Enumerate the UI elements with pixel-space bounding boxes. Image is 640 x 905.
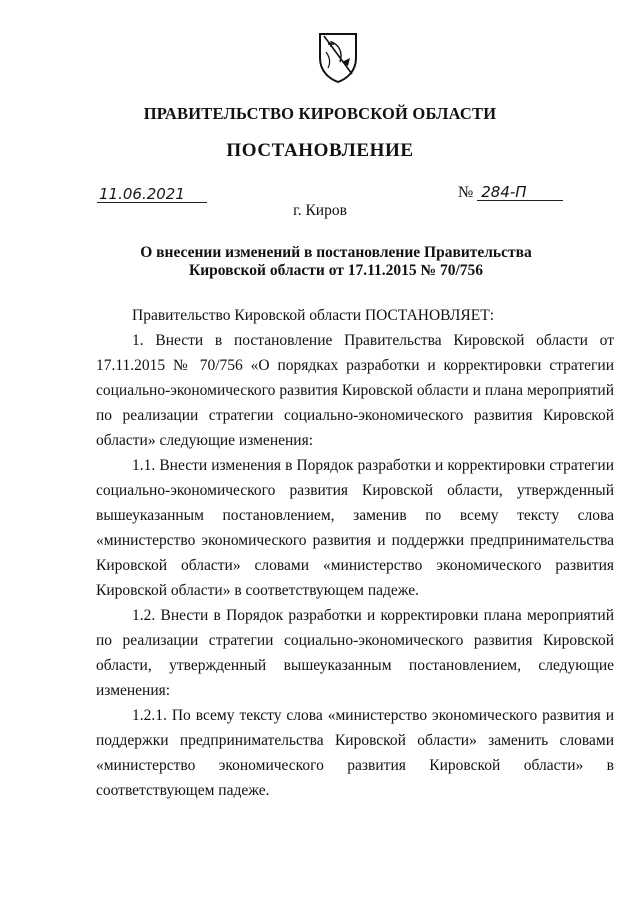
body-paragraph: 1.2.1. По всему тексту слова «министерство экономического развития и поддержки предпринимательства Кировской области» заменить словами «министерство экономического развития Кировской области» в соответствующем падеже. — [96, 707, 614, 799]
subject-line-1: О внесении изменений в постановление Правительства — [140, 244, 532, 261]
decree-date: 11.06.2021 — [97, 186, 207, 203]
document-subject — [96, 244, 576, 280]
document-body — [96, 303, 614, 803]
decree-number: 284-П — [477, 184, 563, 201]
city-label: г. Киров — [293, 202, 347, 219]
document-type: ПОСТАНОВЛЕНИЕ — [226, 140, 414, 161]
body-paragraph: Правительство Кировской области ПОСТАНОВЛЯЕТ: — [132, 307, 495, 324]
body-paragraph: 1. Внести в постановление Правительства Кировской области от 17.11.2015 № 70/756 «О порядках разработки и корректировки стратегии социально-экономического развития Кировской области и плана мероприятий по реализации стратегии социально-экономического развития Кировской области» следующие изменения: — [96, 332, 614, 449]
government-title: ПРАВИТЕЛЬСТВО КИРОВСКОЙ ОБЛАСТИ — [143, 104, 497, 123]
decree-number-block — [458, 184, 578, 202]
body-paragraph: 1.1. Внести изменения в Порядок разработки и корректировки стратегии социально-экономического развития Кировской области, утвержденный вышеуказанным постановлением, заменив по всему тексту слова «министерство экономического развития и поддержки предпринимательства Кировской области» словами «министерство экономического развития Кировской области» в соответствующем падеже. — [96, 457, 614, 599]
body-paragraph: 1.2. Внести в Порядок разработки и корректировки плана мероприятий по реализации стратегии социально-экономического развития Кировской области, утвержденный вышеуказанным постановлением, следующие изменения: — [96, 607, 614, 699]
subject-line-2: Кировской области от 17.11.2015 № 70/756 — [188, 262, 484, 279]
number-sign: № — [458, 184, 474, 201]
coat-of-arms-icon — [316, 28, 360, 84]
